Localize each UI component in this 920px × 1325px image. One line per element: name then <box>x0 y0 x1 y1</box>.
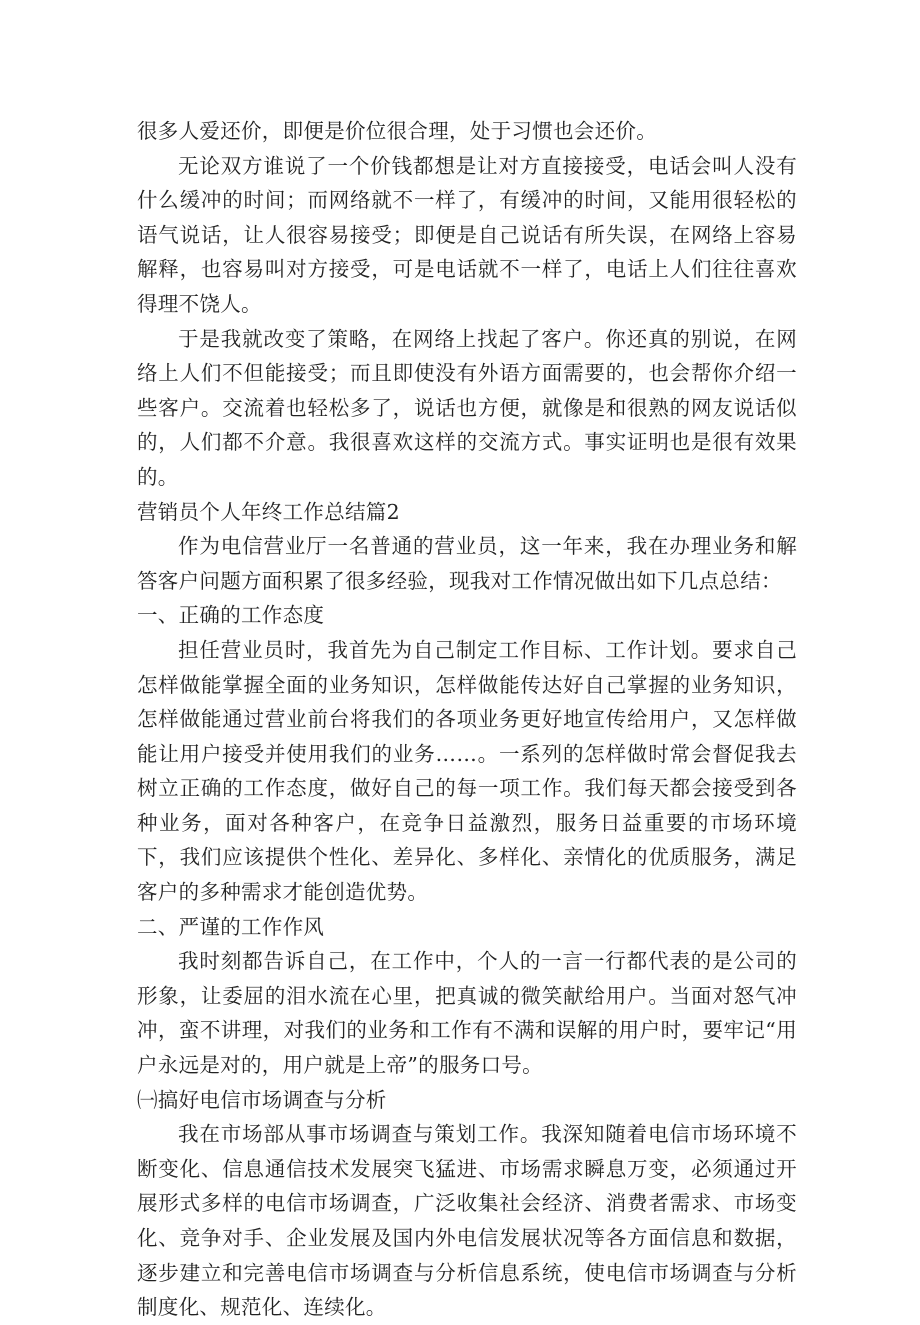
document-body <box>137 114 797 1325</box>
paragraph: 无论双方谁说了一个价钱都想是让对方直接接受，电话会叫人没有什么缓冲的时间；而网络就不一样了，有缓冲的时间，又能用很轻松的语气说话，让人很容易接受；即便是自己说话有所失误，在网络上容易解释，也容易叫对方接受，可是电话就不一样了，电话上人们往往喜欢得理不饶人。 <box>137 153 797 316</box>
paragraph-continued: 很多人爱还价，即便是价位很合理，处于习惯也会还价。 <box>137 119 657 143</box>
paragraph: 我在市场部从事市场调查与策划工作。我深知随着电信市场环境不断变化、信息通信技术发展突飞猛进、市场需求瞬息万变，必须通过开展形式多样的电信市场调查，广泛收集社会经济、消费者需求、市场变化、竞争对手、企业发展及国内外电信发展状况等各方面信息和数据，逐步建立和完善电信市场调查与分析信息系统，使电信市场调查与分析制度化、规范化、连续化。 <box>137 1122 797 1320</box>
subsection-heading: ㈠搞好电信市场调查与分析 <box>137 1087 387 1112</box>
paragraph: 作为电信营业厅一名普通的营业员，这一年来，我在办理业务和解答客户问题方面积累了很多经验，现我对工作情况做出如下几点总结： <box>137 534 797 593</box>
section-title: 营销员个人年终工作总结篇2 <box>137 499 400 524</box>
paragraph: 我时刻都告诉自己，在工作中，个人的一言一行都代表的是公司的形象，让委屈的泪水流在心里，把真诚的微笑献给用户。当面对怒气冲冲，蛮不讲理，对我们的业务和工作有不满和误解的用户时，要牢记“用户永远是对的，用户就是上帝”的服务口号。 <box>137 949 797 1078</box>
section-heading: 一、正确的工作态度 <box>137 603 325 628</box>
section-heading: 二、严谨的工作作风 <box>137 914 325 939</box>
paragraph: 担任营业员时，我首先为自己制定工作目标、工作计划。要求自己怎样做能掌握全面的业务知识，怎样做能传达好自己掌握的业务知识，怎样做能通过营业前台将我们的各项业务更好地宣传给用户，又怎样做能让用户接受并使用我们的业务……。一系列的怎样做时常会督促我去树立正确的工作态度，做好自己的每一项工作。我们每天都会接受到各种业务，面对各种客户，在竞争日益激烈，服务日益重要的市场环境下，我们应该提供个性化、差异化、多样化、亲情化的优质服务，满足客户的多种需求才能创造优势。 <box>137 637 797 905</box>
paragraph: 于是我就改变了策略，在网络上找起了客户。你还真的别说，在网络上人们不但能接受；而且即使没有外语方面需要的，也会帮你介绍一些客户。交流着也轻松多了，说话也方便，就像是和很熟的网友说话似的，人们都不介意。我很喜欢这样的交流方式。事实证明也是很有效果的。 <box>137 326 797 489</box>
